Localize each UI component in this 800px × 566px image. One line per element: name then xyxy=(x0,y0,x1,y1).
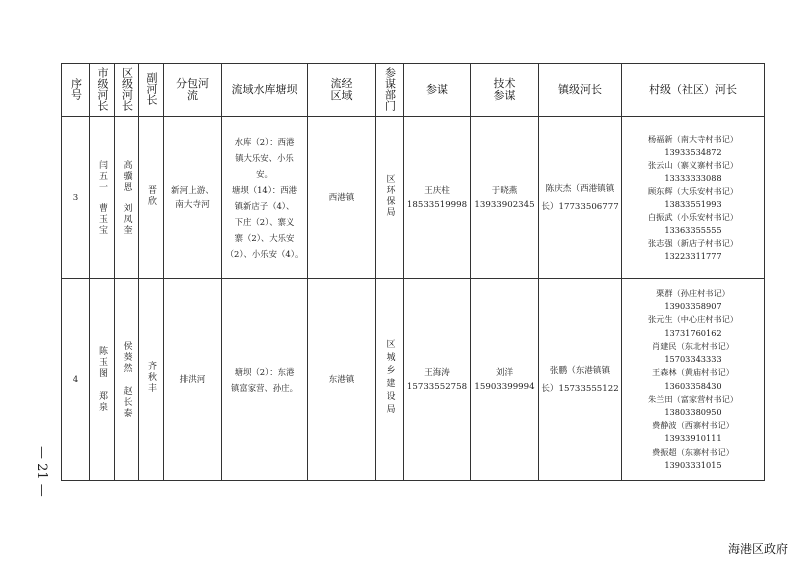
cell-adviser: 王海涛 15733552758 xyxy=(404,279,471,481)
page-number: — 21 — xyxy=(34,446,49,497)
header-basin: 流域水库塘坝 xyxy=(222,64,308,117)
cell-district-chief: 高骥恩 刘凤奎 xyxy=(115,117,139,279)
cell-deputy-chief: 晋欣 xyxy=(139,117,164,279)
cell-town-chief: 陈庆杰（西港镇镇 长）17733506777 xyxy=(539,117,622,279)
cell-tech: 于晓燕 13933902345 xyxy=(471,117,539,279)
cell-basin: 塘坝（2）：东港 镇富家营、孙庄。 xyxy=(222,279,308,481)
table-header-row xyxy=(62,64,765,117)
header-city-chief: 市级河长 xyxy=(90,64,115,117)
header-tech: 技术参谋 xyxy=(471,64,539,117)
cell-city-chief: 陈玉图 郑泉 xyxy=(90,279,115,481)
header-adviser: 参谋 xyxy=(404,64,471,117)
cell-village-chief: 杨福新（南大寺村书记） 13933534872 张云山（寨义寨村书记） 13333333088 顾东辉（大乐安村书记） 13833551993 白振武（小乐安村书记） 13363355555 张志强（新店子村书记） 13223311777 xyxy=(622,117,765,279)
watermark: 海港区政府 xyxy=(727,542,788,556)
header-area: 流经区域 xyxy=(308,64,376,117)
header-town-chief: 镇级河长 xyxy=(539,64,622,117)
cell-village-chief: 栗群（孙庄村书记） 13903358907 张元生（中心庄村书记） 13731760162 肖建民（东北村书记） 15703343333 王森林（黄庙村书记） 13603358430 朱兰田（富家营村书记） 13803380950 费静波（西寨村书记） 13933910111 费振超（东寨村书记） 13903331015 xyxy=(622,279,765,481)
header-district-chief: 区级河长 xyxy=(115,64,139,117)
cell-dept: 区环保局 xyxy=(376,117,404,279)
cell-river: 新河上游、南大寺河 xyxy=(164,117,222,279)
header-seq: 序号 xyxy=(62,64,90,117)
cell-basin: 水库（2）：西港 镇大乐安、小乐 安。 塘坝（14）：西港 镇新店子（4）、 下庄（2）、寨义 寨（2）、大乐安 （2）、小乐安（4）。 xyxy=(222,117,308,279)
cell-river: 排洪河 xyxy=(164,279,222,481)
cell-seq: 3 xyxy=(62,117,90,279)
river-chief-table xyxy=(61,63,765,481)
table-row xyxy=(62,117,765,279)
table-row xyxy=(62,279,765,481)
cell-tech: 刘洋 15903399994 xyxy=(471,279,539,481)
cell-district-chief: 侯葵然 赵长泰 xyxy=(115,279,139,481)
header-village-chief: 村级（社区）河长 xyxy=(622,64,765,117)
cell-city-chief: 闫五一 曹玉宝 xyxy=(90,117,115,279)
cell-seq: 4 xyxy=(62,279,90,481)
header-dept: 参谋部门 xyxy=(376,64,404,117)
header-river: 分包河流 xyxy=(164,64,222,117)
cell-adviser: 王庆柱 18533519998 xyxy=(404,117,471,279)
header-deputy-chief: 副河长 xyxy=(139,64,164,117)
cell-area: 西港镇 xyxy=(308,117,376,279)
cell-town-chief: 张鹏（东港镇镇 长）15733555122 xyxy=(539,279,622,481)
cell-area: 东港镇 xyxy=(308,279,376,481)
cell-deputy-chief: 齐秋丰 xyxy=(139,279,164,481)
cell-dept: 区城乡建设局 xyxy=(376,279,404,481)
